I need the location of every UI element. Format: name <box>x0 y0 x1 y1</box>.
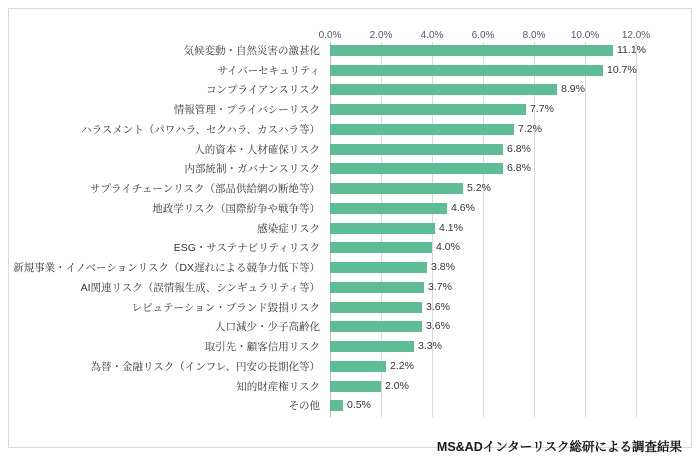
bar[interactable] <box>330 104 526 115</box>
category-label: 感染症リスク <box>257 223 320 235</box>
category-label: 気候変動・自然災害の激甚化 <box>183 45 320 57</box>
bar[interactable] <box>330 341 414 352</box>
bar[interactable] <box>330 124 514 135</box>
bar[interactable] <box>330 361 386 372</box>
category-label: 新規事業・イノベーションリスク（DX遅れによる競争力低下等） <box>13 262 320 274</box>
bar[interactable] <box>330 84 557 95</box>
x-axis-tick-label: 12.0% <box>621 30 651 41</box>
bar-value-label: 3.6% <box>426 301 450 313</box>
bar-fill <box>330 163 503 174</box>
x-axis-tick-label: 8.0% <box>522 30 546 41</box>
bar-value-label: 6.8% <box>507 143 531 155</box>
bar-fill <box>330 183 463 194</box>
category-label: その他 <box>288 400 320 412</box>
bar-fill <box>330 361 386 372</box>
category-label: レピュテーション・ブランド毀損リスク <box>131 302 320 314</box>
category-label: 為替・金融リスク（インフレ、円安の長期化等） <box>90 361 320 373</box>
bar-row <box>330 358 636 376</box>
category-label: 情報管理・プライバシーリスク <box>173 104 320 116</box>
category-label: 内部統制・ガバナンスリスク <box>184 163 320 175</box>
bar-value-label: 0.5% <box>347 399 371 411</box>
bar[interactable] <box>330 242 432 253</box>
plot-area <box>330 42 646 417</box>
bar-row <box>330 220 636 238</box>
category-label: 人口減少・少子高齢化 <box>215 321 320 333</box>
category-label: サイバーセキュリティ <box>217 65 320 77</box>
bar-value-label: 3.8% <box>431 261 455 273</box>
bar-value-label: 5.2% <box>467 182 491 194</box>
bar-value-label: 11.1% <box>617 44 646 56</box>
x-axis-tick-label: 6.0% <box>471 30 495 41</box>
bar-value-label: 10.7% <box>607 64 637 76</box>
bar-row <box>330 160 636 178</box>
x-axis-tick-label: 10.0% <box>570 30 600 41</box>
x-axis-tick-label: 0.0% <box>318 30 342 41</box>
bar-value-label: 7.7% <box>530 103 554 115</box>
bar[interactable] <box>330 203 447 214</box>
bar[interactable] <box>330 321 422 332</box>
bar-row <box>330 141 636 159</box>
bar-fill <box>330 65 603 76</box>
bar[interactable] <box>330 223 435 234</box>
y-axis-category-labels <box>0 42 326 417</box>
category-label: AI関連リスク（誤情報生成、シンギュラリティ等） <box>80 282 320 294</box>
bar[interactable] <box>330 400 343 411</box>
category-label: 取引先・顧客信用リスク <box>204 341 320 353</box>
bar-fill <box>330 124 514 135</box>
bar-fill <box>330 341 414 352</box>
bar-fill <box>330 45 613 56</box>
bar-value-label: 3.6% <box>426 320 450 332</box>
bar-fill <box>330 262 427 273</box>
bar-row <box>330 378 636 396</box>
bar-value-label: 6.8% <box>507 162 531 174</box>
bar-fill <box>330 321 422 332</box>
bar-value-label: 4.1% <box>439 222 463 234</box>
category-label: 知的財産権リスク <box>236 381 320 393</box>
bar-fill <box>330 203 447 214</box>
category-label: 地政学リスク（国際紛争や戦争等） <box>152 203 320 215</box>
bar-fill <box>330 381 381 392</box>
bar[interactable] <box>330 144 503 155</box>
bar-row <box>330 299 636 317</box>
bar[interactable] <box>330 65 603 76</box>
bar-row <box>330 101 636 119</box>
bar-fill <box>330 104 526 115</box>
bar-row <box>330 121 636 139</box>
bar[interactable] <box>330 381 381 392</box>
bar-row <box>330 239 636 257</box>
bar-row <box>330 338 636 356</box>
bar-fill <box>330 144 503 155</box>
bar-row <box>330 81 636 99</box>
bar-row <box>330 62 636 80</box>
category-label: サプライチェーンリスク（部品供給網の断絶等） <box>90 183 320 195</box>
bar-row <box>330 318 636 336</box>
bar-value-label: 4.6% <box>451 202 475 214</box>
bar-value-label: 3.3% <box>418 340 442 352</box>
bar-fill <box>330 84 557 95</box>
gridline <box>636 42 637 417</box>
bar[interactable] <box>330 282 424 293</box>
bar-fill <box>330 302 422 313</box>
bar-value-label: 8.9% <box>561 83 585 95</box>
bar-value-label: 2.0% <box>385 380 409 392</box>
category-label: コンプライアンスリスク <box>206 84 320 96</box>
x-axis-tick-label: 4.0% <box>420 30 444 41</box>
bar-fill <box>330 223 435 234</box>
bar-value-label: 2.2% <box>390 360 414 372</box>
source-note: MS&ADインターリスク総研による調査結果 <box>436 440 682 454</box>
bar-value-label: 3.7% <box>428 281 452 293</box>
category-label: 人的資本・人材確保リスク <box>194 144 320 156</box>
bar-fill <box>330 242 432 253</box>
bar-row <box>330 42 646 60</box>
bar-row <box>330 397 636 415</box>
bar-value-label: 7.2% <box>518 123 542 135</box>
bar-row <box>330 259 636 277</box>
bar[interactable] <box>330 163 503 174</box>
x-axis-tick-label: 2.0% <box>369 30 393 41</box>
bar-fill <box>330 400 343 411</box>
bar-fill <box>330 282 424 293</box>
bar-row <box>330 200 636 218</box>
bar-row <box>330 279 636 297</box>
bar[interactable] <box>330 262 427 273</box>
bar-row <box>330 180 636 198</box>
bar-value-label: 4.0% <box>436 241 460 253</box>
bar-rows <box>330 42 646 417</box>
category-label: ハラスメント（パワハラ、セクハラ、カスハラ等） <box>81 124 320 136</box>
category-label: ESG・サステナビリティリスク <box>173 242 320 254</box>
bar[interactable] <box>330 45 613 56</box>
bar[interactable] <box>330 183 463 194</box>
bar[interactable] <box>330 302 422 313</box>
